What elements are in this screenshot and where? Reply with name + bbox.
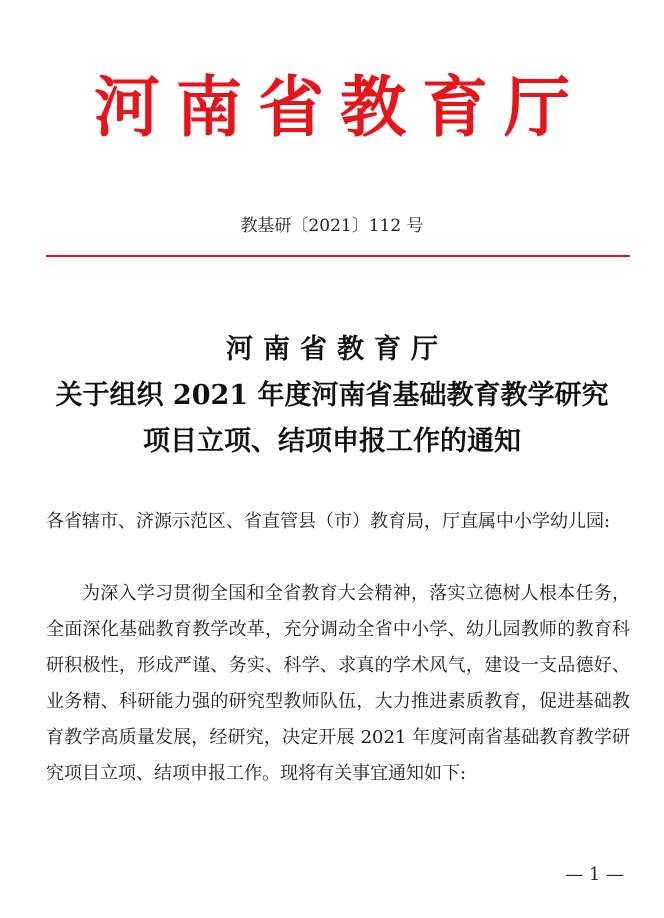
title-line-3: 项目立项、结项申报工作的通知 [143,426,521,457]
page-number: — 1 — [565,864,624,885]
title-line-1: 河南省教育厅 [226,334,448,365]
title-line-2: 关于组织 2021 年度河南省基础教育教学研究 [55,380,609,411]
addressee: 各省辖市、济源示范区、省直管县（市）教育局，厅直属中小学幼儿园: [46,511,611,532]
issuer-masthead: 河南省教育厅 [94,68,586,146]
red-separator-line [46,255,630,257]
body-paragraph: 为深入学习贯彻全国和全省教育大会精神，落实立德树人根本任务，全面深化基础教育教学改革，充分调动全省中小学、幼儿园教师的教育科研积极性，形成严谨、务实、科学、求真的学术风气，建设一支品德好、业务精、科研能力强的研究型教师队伍，大力推进素质教育，促进基础教育教学高质量发展，经研究，决定开展 2021 年度河南省基础教育教学研究项目立项、结项申报工作。现将有关事宜通知如下: [46,583,630,784]
document-number: 教基研〔2021〕112 号 [240,216,424,236]
